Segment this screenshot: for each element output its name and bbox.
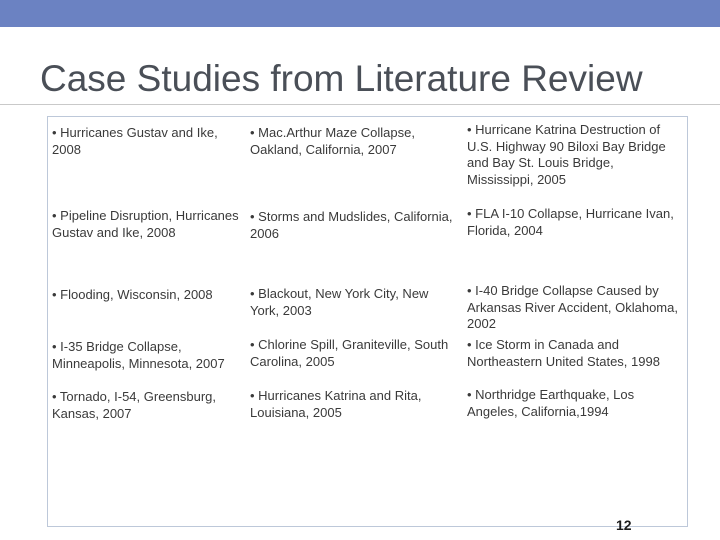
case-study-item: • Hurricane Katrina Destruction of U.S. Highway 90 Biloxi Bay Bridge and Bay St. Louis Bridge, Mississippi, 2005 <box>467 122 666 187</box>
case-study-item: • Storms and Mudslides, California, 2006 <box>250 209 453 241</box>
slide-title: Case Studies from Literature Review <box>40 58 643 99</box>
case-study-item: • Tornado, I-54, Greensburg, Kansas, 2007 <box>52 389 217 421</box>
case-study-item: • I-40 Bridge Collapse Caused by Arkansas River Accident, Oklahoma, 2002 <box>467 283 678 331</box>
case-study-item: • Ice Storm in Canada and Northeastern United States, 1998 <box>467 337 660 369</box>
case-study-item: • Chlorine Spill, Graniteville, South Carolina, 2005 <box>250 337 449 369</box>
case-study-item: • I-35 Bridge Collapse, Minneapolis, Minnesota, 2007 <box>52 339 225 371</box>
case-study-item: • Hurricanes Gustav and Ike, 2008 <box>52 125 218 157</box>
case-study-item: • FLA I-10 Collapse, Hurricane Ivan, Florida, 2004 <box>467 206 674 238</box>
case-study-item: • Mac.Arthur Maze Collapse, Oakland, California, 2007 <box>250 125 415 157</box>
case-study-item: • Northridge Earthquake, Los Angeles, California,1994 <box>467 387 635 419</box>
top-accent-bar <box>0 0 720 27</box>
page-number: 12 <box>616 517 632 533</box>
title-divider <box>0 104 720 105</box>
case-study-item: • Hurricanes Katrina and Rita, Louisiana, 2005 <box>250 388 422 420</box>
case-study-item: • Pipeline Disruption, Hurricanes Gustav and Ike, 2008 <box>52 208 239 240</box>
case-study-item: • Flooding, Wisconsin, 2008 <box>52 287 213 302</box>
case-study-item: • Blackout, New York City, New York, 2003 <box>250 286 429 318</box>
